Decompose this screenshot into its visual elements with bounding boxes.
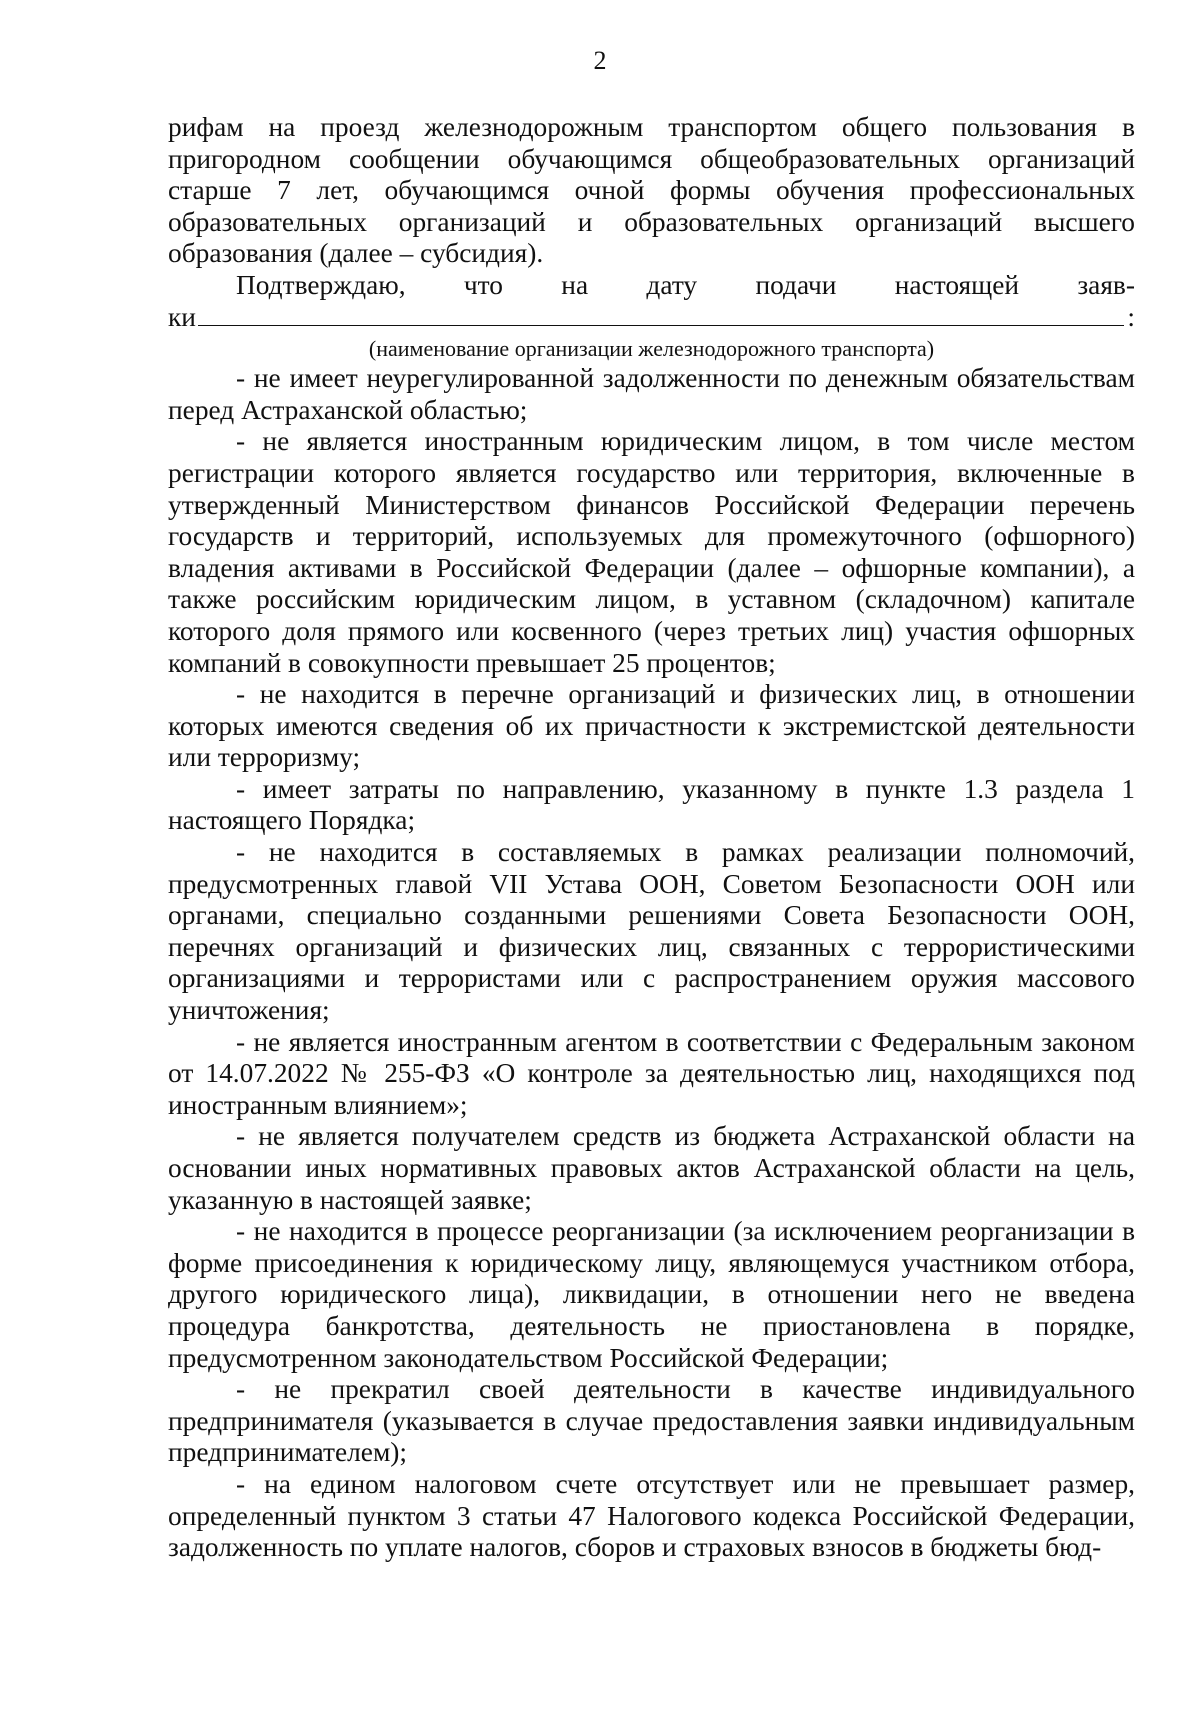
list-item: - имеет затраты по направлению, указанному в пункте 1.3 раздела 1 настоящего Порядка; — [168, 773, 1135, 836]
confirmation-statement-continuation: ки — [168, 301, 196, 332]
list-item: - не является иностранным юридическим лицом, в том числе местом регистрации которого является государство или территория, включенные в утвержденный Министерством финансов Российской Федерации перечень государств и территорий, используемых для промежуточного (офшорного) владения активами в Российской Федерации (далее – офшорные компании), а также российским юридическим лицом, в уставном (складочном) капитале которого доля прямого или косвенного (через третьих лиц) участия офшорных компаний в совокупности превышает 25 процентов; — [168, 426, 1135, 678]
list-item: - не является получателем средств из бюджета Астраханской области на основании иных нормативных правовых актов Астраханской области на цель, указанную в настоящей заявке; — [168, 1121, 1135, 1215]
page-number: 2 — [593, 46, 607, 75]
intro-paragraph: рифам на проезд железнодорожным транспортом общего пользования в пригородном сообщении обучающимся общеобразовательных организаций старше 7 лет, обучающимся очной формы обучения профессиональных образовательных организаций и образовательных организаций высшего образования (далее – субсидия). — [168, 112, 1135, 269]
blank-caption: (наименование организации железнодорожного транспорта) — [368, 336, 935, 362]
list-item: - не находится в составляемых в рамках реализации полномочий, предусмотренных главой VII Устава ООН, Советом Безопасности ООН или органами, специально созданными решениями Совета Безопасности ООН, перечнях организаций и физических лиц, связанных с террористическими организациями и террористами или с распространением оружия массового уничтожения; — [168, 837, 1135, 1026]
list-item: - на едином налоговом счете отсутствует или не превышает размер, определенный пунктом 3 статьи 47 Налогового кодекса Российской Федерации, задолженность по уплате налогов, сборов и страховых взносов в бюджеты бюд- — [168, 1468, 1135, 1563]
document-body — [168, 112, 1135, 1564]
list-item: - не прекратил своей деятельности в качестве индивидуального предпринимателя (указывается в случае предоставления заявки индивидуальным предпринимателем); — [168, 1374, 1135, 1468]
list-item: - не является иностранным агентом в соответствии с Федеральным законом от 14.07.2022 № 255-ФЗ «О контроле за деятельностью лиц, находящихся под иностранным влиянием»; — [168, 1026, 1135, 1120]
organization-name-underline — [198, 325, 1124, 326]
list-item: - не находится в перечне организаций и физических лиц, в отношении которых имеются сведения об их причастности к экстремистской деятельности или терроризму; — [168, 679, 1135, 773]
list-item: - не имеет неурегулированной задолженности по денежным обязательствам перед Астраханской областью; — [168, 363, 1135, 425]
colon-mark: : — [1127, 301, 1135, 332]
confirmation-statement: Подтверждаю, что на дату подачи настоящей заяв- — [236, 269, 1135, 300]
organization-name-blank — [168, 302, 1135, 334]
list-item: - не находится в процессе реорганизации (за исключением реорганизации в форме присоединения к юридическому лицу, являющемуся участником отбора, другого юридического лица), ликвидации, в отношении него не введена процедура банкротства, деятельность не приостановлена в порядке, предусмотренном законодательством Российской Федерации; — [168, 1216, 1135, 1373]
